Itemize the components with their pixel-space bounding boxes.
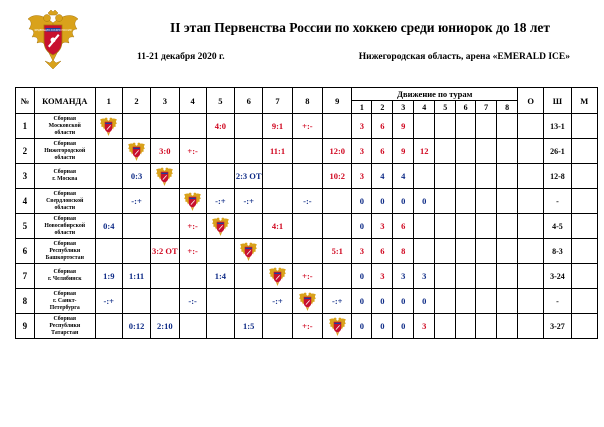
round-points — [476, 289, 497, 314]
self-match-cell — [206, 214, 234, 239]
team-name — [34, 264, 95, 289]
match-result — [122, 114, 150, 139]
team-number: 8 — [16, 289, 35, 314]
match-result: 1:5 — [235, 314, 263, 339]
match-result: 0:12 — [122, 314, 150, 339]
round-points — [435, 264, 456, 289]
team-name-line: области — [54, 154, 76, 161]
team-name-line: Московской — [48, 122, 81, 129]
table-row — [16, 264, 598, 289]
table-row — [16, 214, 598, 239]
header-round: 5 — [435, 101, 456, 114]
round-points — [497, 214, 518, 239]
header-num: № — [16, 88, 35, 114]
team-name-line: Петербурга — [49, 304, 80, 311]
total-o — [518, 239, 544, 264]
round-points — [456, 289, 476, 314]
round-points: 3 — [372, 214, 393, 239]
round-points — [497, 239, 518, 264]
round-points — [476, 164, 497, 189]
match-result: 4:1 — [263, 214, 292, 239]
round-points — [497, 164, 518, 189]
header-round: 4 — [414, 101, 435, 114]
total-sh: 26-1 — [544, 139, 571, 164]
match-result: 1:4 — [206, 264, 234, 289]
round-points: 3 — [352, 239, 372, 264]
team-name-line: Новосибирской — [44, 222, 86, 229]
match-result: +:- — [179, 239, 206, 264]
federation-emblem-icon — [155, 166, 174, 187]
total-sh: 3-24 — [544, 264, 571, 289]
team-name — [34, 114, 95, 139]
self-match-cell — [263, 264, 292, 289]
match-result: 12:0 — [323, 139, 352, 164]
team-name — [34, 164, 95, 189]
round-points — [476, 214, 497, 239]
match-result: +:- — [292, 314, 322, 339]
match-result — [95, 139, 122, 164]
team-number: 7 — [16, 264, 35, 289]
table-row — [16, 289, 598, 314]
team-name-line: области — [54, 204, 76, 211]
round-points — [456, 214, 476, 239]
match-result: 3:2 ОТ — [151, 239, 179, 264]
total-m — [571, 289, 597, 314]
match-result — [323, 189, 352, 214]
match-result — [179, 314, 206, 339]
round-points: 6 — [393, 214, 414, 239]
match-result: 0:3 — [122, 164, 150, 189]
round-points: 9 — [393, 139, 414, 164]
federation-emblem-icon — [127, 141, 146, 162]
match-result — [263, 239, 292, 264]
round-points — [497, 114, 518, 139]
match-result — [235, 214, 263, 239]
team-number: 2 — [16, 139, 35, 164]
round-points — [497, 189, 518, 214]
team-number: 4 — [16, 189, 35, 214]
event-venue: Нижегородская область, арена «EMERALD ICE» — [358, 52, 570, 62]
round-points — [476, 314, 497, 339]
header-opponent: 9 — [323, 88, 352, 114]
round-points — [497, 289, 518, 314]
header-opponent: 1 — [95, 88, 122, 114]
total-sh: 3-27 — [544, 314, 571, 339]
team-name-line: области — [54, 229, 76, 236]
round-points — [456, 189, 476, 214]
match-result — [206, 139, 234, 164]
team-name — [34, 289, 95, 314]
self-match-cell — [151, 164, 179, 189]
round-points — [476, 189, 497, 214]
total-m — [571, 264, 597, 289]
match-result: -:+ — [235, 189, 263, 214]
round-points — [435, 164, 456, 189]
total-m — [571, 139, 597, 164]
total-o — [518, 114, 544, 139]
match-result: 0:4 — [95, 214, 122, 239]
team-name-line: Сборная — [53, 240, 77, 247]
round-points: 0 — [414, 189, 435, 214]
header-opponent: 8 — [292, 88, 322, 114]
team-name-line: Свердловской — [46, 197, 84, 204]
match-result — [292, 164, 322, 189]
round-points: 6 — [372, 239, 393, 264]
round-points — [435, 239, 456, 264]
round-points: 3 — [393, 264, 414, 289]
match-result: 11:1 — [263, 139, 292, 164]
round-points: 6 — [372, 139, 393, 164]
match-result — [122, 214, 150, 239]
header-round: 7 — [476, 101, 497, 114]
header-opponent: 4 — [179, 88, 206, 114]
team-name-line: Сборная — [53, 315, 77, 322]
match-result — [151, 214, 179, 239]
match-result — [95, 189, 122, 214]
total-sh: - — [544, 289, 571, 314]
total-m — [571, 314, 597, 339]
match-result — [292, 239, 322, 264]
round-points — [456, 314, 476, 339]
header-o: О — [518, 88, 544, 114]
header-movement: Движение по турам — [352, 88, 518, 101]
header-team: КОМАНДА — [34, 88, 95, 114]
round-points — [414, 239, 435, 264]
round-points — [435, 314, 456, 339]
total-o — [518, 314, 544, 339]
team-name-line: Сборная — [53, 169, 77, 175]
team-name-line: Сборная — [53, 290, 77, 297]
round-points: 3 — [414, 264, 435, 289]
match-result — [235, 289, 263, 314]
round-points — [476, 114, 497, 139]
match-result: +:- — [179, 214, 206, 239]
round-points: 3 — [352, 139, 372, 164]
total-m — [571, 114, 597, 139]
round-points: 0 — [352, 214, 372, 239]
round-points: 3 — [372, 264, 393, 289]
match-result — [263, 164, 292, 189]
total-sh: 13-1 — [544, 114, 571, 139]
match-result — [95, 164, 122, 189]
round-points: 4 — [393, 164, 414, 189]
match-result — [263, 189, 292, 214]
event-dates: 11-21 декабря 2020 г. — [137, 52, 225, 62]
table-row — [16, 114, 598, 139]
match-result — [292, 139, 322, 164]
round-points: 0 — [352, 289, 372, 314]
match-result — [151, 114, 179, 139]
table-row — [16, 164, 598, 189]
match-result: 4:0 — [206, 114, 234, 139]
match-result: -:+ — [122, 189, 150, 214]
round-points: 0 — [372, 314, 393, 339]
match-result: -:- — [292, 189, 322, 214]
team-name-line: Сборная — [53, 140, 77, 147]
header-opponent: 7 — [263, 88, 292, 114]
emblem-text: ФЕДЕРАЦИЯ ХОККЕЯ РОССИИ — [34, 28, 72, 32]
federation-emblem-icon — [298, 291, 317, 312]
match-result — [323, 264, 352, 289]
match-result: 10:2 — [323, 164, 352, 189]
round-points: 3 — [352, 114, 372, 139]
round-points — [456, 114, 476, 139]
match-result: 3:0 — [151, 139, 179, 164]
total-m — [571, 189, 597, 214]
total-o — [518, 139, 544, 164]
self-match-cell — [95, 114, 122, 139]
header-opponent: 3 — [151, 88, 179, 114]
team-name — [34, 314, 95, 339]
match-result — [323, 214, 352, 239]
total-sh: 8-3 — [544, 239, 571, 264]
match-result: 2:3 ОТ — [235, 164, 263, 189]
self-match-cell — [122, 139, 150, 164]
team-number: 5 — [16, 214, 35, 239]
match-result — [151, 289, 179, 314]
total-sh: 4-5 — [544, 214, 571, 239]
match-result: -:+ — [323, 289, 352, 314]
team-name — [34, 189, 95, 214]
team-name-line: Сборная — [53, 115, 77, 122]
self-match-cell — [292, 289, 322, 314]
match-result: +:- — [292, 114, 322, 139]
match-result — [235, 114, 263, 139]
header-sh: Ш — [544, 88, 571, 114]
round-points: 0 — [393, 289, 414, 314]
header-opponent: 5 — [206, 88, 234, 114]
round-points — [497, 139, 518, 164]
federation-emblem-icon — [183, 191, 202, 212]
match-result — [263, 314, 292, 339]
team-number: 9 — [16, 314, 35, 339]
round-points: 12 — [414, 139, 435, 164]
table-row — [16, 139, 598, 164]
match-result: +:- — [179, 139, 206, 164]
team-number: 6 — [16, 239, 35, 264]
round-points: 0 — [352, 264, 372, 289]
round-points: 0 — [393, 189, 414, 214]
round-points: 0 — [372, 289, 393, 314]
match-result — [122, 289, 150, 314]
total-sh: - — [544, 189, 571, 214]
match-result: 1:9 — [95, 264, 122, 289]
match-result — [151, 264, 179, 289]
match-result — [206, 314, 234, 339]
round-points — [414, 164, 435, 189]
match-result: 1:11 — [122, 264, 150, 289]
table-row — [16, 189, 598, 214]
team-name-line: Республики — [49, 322, 81, 329]
header-round: 2 — [372, 101, 393, 114]
team-name-line: Нижегородской — [44, 147, 86, 154]
team-name — [34, 139, 95, 164]
header-round: 3 — [393, 101, 414, 114]
team-name-line: г. Санкт- — [53, 297, 77, 304]
federation-emblem-icon — [328, 316, 347, 337]
header-round: 6 — [456, 101, 476, 114]
team-name-line: Республики — [49, 247, 81, 254]
round-points: 0 — [393, 314, 414, 339]
match-result — [179, 264, 206, 289]
standings-table — [15, 87, 598, 339]
team-name-line: области — [54, 129, 76, 136]
round-points — [456, 239, 476, 264]
round-points: 8 — [393, 239, 414, 264]
round-points — [435, 289, 456, 314]
match-result — [179, 114, 206, 139]
match-result — [122, 239, 150, 264]
self-match-cell — [179, 189, 206, 214]
round-points: 3 — [352, 164, 372, 189]
match-result: +:- — [292, 264, 322, 289]
match-result: 5:1 — [323, 239, 352, 264]
round-points: 3 — [414, 314, 435, 339]
header-m: М — [571, 88, 597, 114]
round-points — [435, 139, 456, 164]
federation-emblem-icon — [211, 216, 230, 237]
self-match-cell — [323, 314, 352, 339]
round-points — [476, 239, 497, 264]
team-name-line: Сборная — [53, 190, 77, 197]
round-points — [435, 189, 456, 214]
round-points: 0 — [414, 289, 435, 314]
round-points — [476, 139, 497, 164]
team-name-line: Сборная — [53, 215, 77, 222]
match-result — [206, 289, 234, 314]
header-opponent: 2 — [122, 88, 150, 114]
match-result: -:+ — [95, 289, 122, 314]
round-points — [497, 314, 518, 339]
page-title: II этап Первенства России по хоккею среди юниорок до 18 лет — [169, 20, 551, 35]
round-points — [456, 264, 476, 289]
header-opponent: 6 — [235, 88, 263, 114]
round-points — [435, 214, 456, 239]
round-points — [497, 264, 518, 289]
match-result — [151, 189, 179, 214]
match-result — [206, 239, 234, 264]
team-number: 1 — [16, 114, 35, 139]
round-points — [435, 114, 456, 139]
team-name-line: Башкортостан — [45, 254, 84, 261]
match-result — [235, 139, 263, 164]
header-round: 1 — [352, 101, 372, 114]
total-o — [518, 264, 544, 289]
match-result: 9:1 — [263, 114, 292, 139]
total-m — [571, 164, 597, 189]
total-o — [518, 214, 544, 239]
total-sh: 12-8 — [544, 164, 571, 189]
match-result — [206, 164, 234, 189]
round-points — [414, 214, 435, 239]
team-name — [34, 239, 95, 264]
total-o — [518, 164, 544, 189]
match-result — [95, 239, 122, 264]
federation-emblem-icon — [268, 266, 287, 287]
team-name-line: г. Челябинск — [47, 276, 82, 282]
total-o — [518, 289, 544, 314]
team-name-line: Татарстан — [51, 329, 79, 336]
match-result: -:+ — [263, 289, 292, 314]
total-m — [571, 214, 597, 239]
match-result: -:+ — [206, 189, 234, 214]
round-points: 0 — [372, 189, 393, 214]
match-result: 2:10 — [151, 314, 179, 339]
team-name-line: Сборная — [53, 269, 77, 275]
match-result — [292, 214, 322, 239]
match-result — [323, 114, 352, 139]
match-result — [95, 314, 122, 339]
round-points — [414, 114, 435, 139]
round-points: 6 — [372, 114, 393, 139]
total-m — [571, 239, 597, 264]
total-o — [518, 189, 544, 214]
header-round: 8 — [497, 101, 518, 114]
round-points: 0 — [352, 314, 372, 339]
team-name — [34, 214, 95, 239]
match-result: -:- — [179, 289, 206, 314]
round-points — [456, 139, 476, 164]
federation-emblem-icon — [239, 241, 258, 262]
table-row — [16, 239, 598, 264]
federation-emblem-icon — [26, 9, 80, 71]
match-result — [235, 264, 263, 289]
table-row — [16, 314, 598, 339]
round-points — [476, 264, 497, 289]
round-points — [456, 164, 476, 189]
self-match-cell — [235, 239, 263, 264]
round-points: 9 — [393, 114, 414, 139]
round-points: 0 — [352, 189, 372, 214]
round-points: 4 — [372, 164, 393, 189]
match-result — [179, 164, 206, 189]
federation-emblem-icon — [99, 116, 118, 137]
team-name-line: г. Москва — [52, 176, 78, 182]
team-number: 3 — [16, 164, 35, 189]
